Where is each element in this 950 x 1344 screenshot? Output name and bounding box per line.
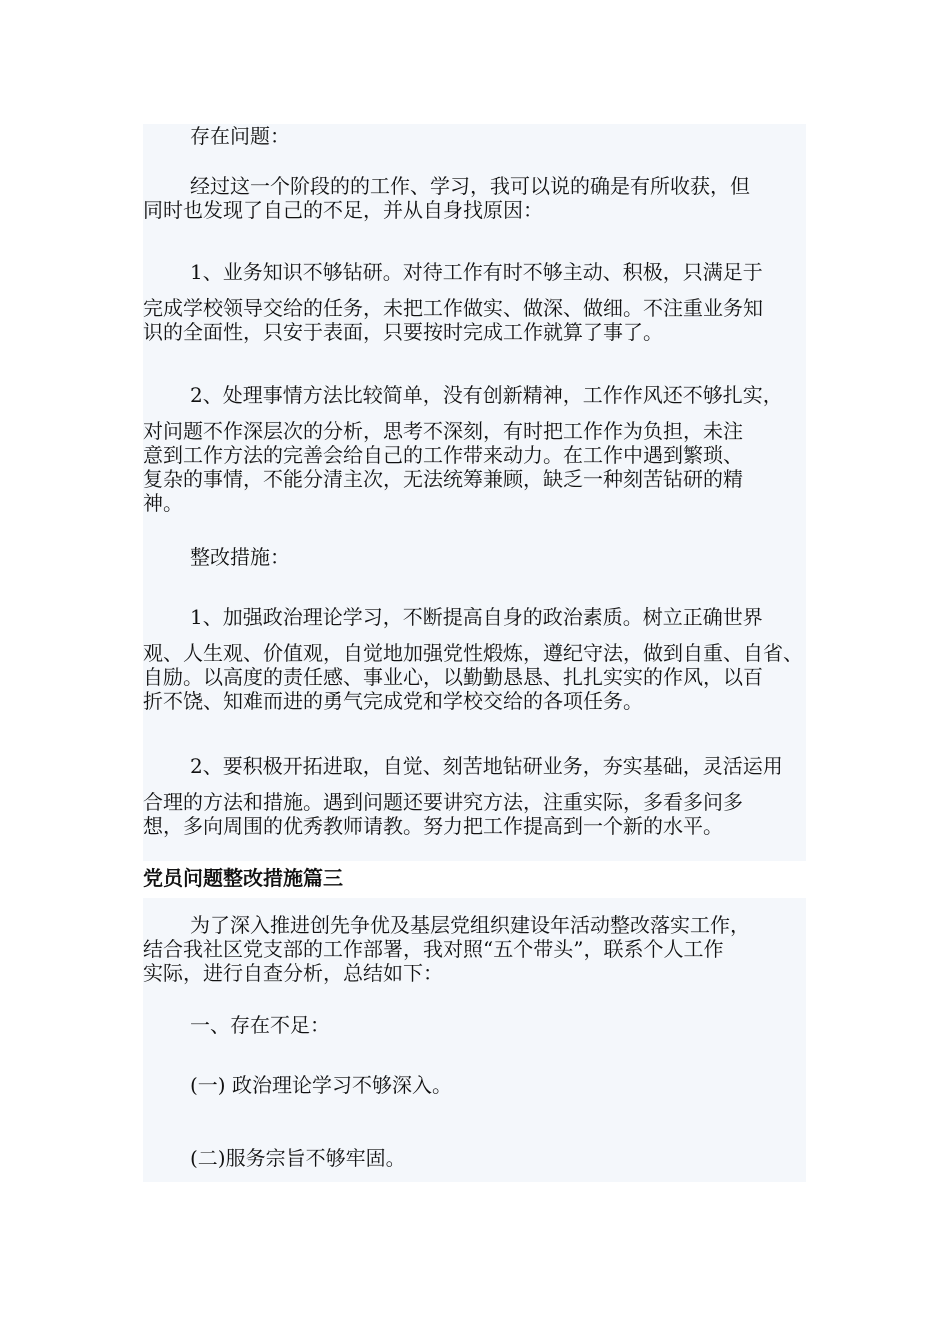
problem-2-paragraph: 2、处理事情方法比较简单，没有创新精神，工作作风还不够扎实， 对问题不作深层次的分析，思考不深刻，有时把工作作为负担，未注 意到工作方法的完善会给自己的工作带来动力。在工作中遇到繁琐、 复杂的事情，不能分清主次，无法统筹兼顾，缺乏一种刻苦钻研的精 神。 xyxy=(143,383,783,515)
problems-intro-paragraph: 经过这一个阶段的的工作、学习，我可以说的确是有所收获，但 同时也发现了自己的不足，并从自身找原因： xyxy=(143,174,750,222)
self-check-intro-paragraph: 为了深入推进创先争优及基层党组织建设年活动整改落实工作， 结合我社区党支部的工作部署，我对照“五个带头”，联系个人工作 实际，进行自查分析，总结如下： xyxy=(143,913,750,985)
measure-1-paragraph: 1、加强政治理论学习，不断提高自身的政治素质。树立正确世界 观、人生观、价值观，自觉地加强党性煅炼，遵纪守法，做到自重、自省、 自励。以高度的责任感、事业心，以勤勤恳恳、扎扎实实的作风，以百 折不饶、知难而进的勇气完成党和学校交给的各项任务。 xyxy=(143,605,803,713)
problem-1-paragraph: 1、业务知识不够钻研。对待工作有时不够主动、积极，只满足于 完成学校领导交给的任务，未把工作做实、做深、做细。不注重业务知 识的全面性，只安于表面，只要按时完成工作就算了事了。 xyxy=(143,260,763,344)
measures-label: 整改措施： xyxy=(190,545,290,569)
problems-label: 存在问题： xyxy=(190,124,290,148)
measure-2-paragraph: 2、要积极开拓进取，自觉、刻苦地钻研业务，夯实基础，灵活运用 合理的方法和措施。遇到问题还要讲究方法，注重实际，多看多问多 想，多向周围的优秀教师请教。努力把工作提高到一个新的水平。 xyxy=(143,754,783,838)
section-heading: 党员问题整改措施篇三 xyxy=(143,866,343,890)
shortcoming-item-1: (一) 政治理论学习不够深入。 xyxy=(190,1073,452,1097)
shortcomings-sub-heading: 一、存在不足： xyxy=(190,1013,330,1037)
shortcoming-item-2: (二)服务宗旨不够牢固。 xyxy=(190,1146,406,1170)
